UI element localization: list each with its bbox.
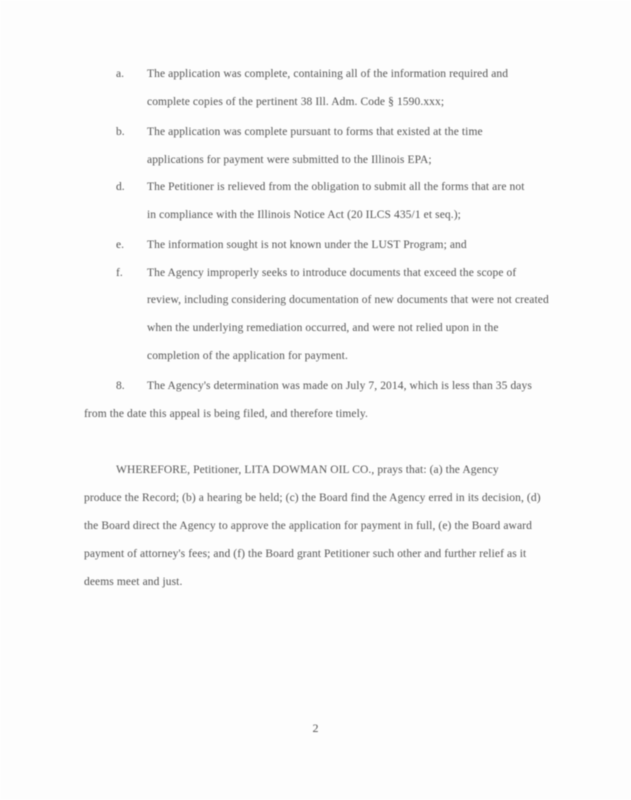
item-f-line-1: The Agency improperly seeks to introduce documents that exceed the scope of xyxy=(147,267,517,279)
paragraph-8-line-1: The Agency's determination was made on July 7, 2014, which is less than 35 days xyxy=(147,380,532,392)
wherefore-line-3: the Board direct the Agency to approve the application for payment in full, (e) the Board award xyxy=(84,520,532,532)
wherefore-line-5: deems meet and just. xyxy=(84,576,183,588)
item-f-line-4: completion of the application for payment. xyxy=(147,350,348,362)
item-e-line-1: The information sought is not known under the LUST Program; and xyxy=(147,239,467,251)
item-b-line-2: applications for payment were submitted to the Illinois EPA; xyxy=(147,154,432,166)
item-d-marker: d. xyxy=(116,181,125,193)
item-f-marker: f. xyxy=(116,267,123,279)
paragraph-8-marker: 8. xyxy=(116,380,125,392)
item-e-marker: e. xyxy=(116,239,124,251)
paragraph-8-line-2: from the date this appeal is being filed, and therefore timely. xyxy=(84,408,369,420)
item-b-marker: b. xyxy=(116,126,125,138)
item-d-line-1: The Petitioner is relieved from the obligation to submit all the forms that are not xyxy=(147,181,525,193)
item-a-marker: a. xyxy=(116,68,124,80)
item-d-line-2: in compliance with the Illinois Notice Act (20 ILCS 435/1 et seq.); xyxy=(147,209,461,221)
wherefore-line-2: produce the Record; (b) a hearing be held; (c) the Board find the Agency erred in its decision, (d) xyxy=(84,492,541,504)
page-number: 2 xyxy=(312,721,319,735)
item-f-line-3: when the underlying remediation occurred, and were not relied upon in the xyxy=(147,322,499,334)
item-a-line-2: complete copies of the pertinent 38 Ill. Adm. Code § 1590.xxx; xyxy=(147,96,445,108)
item-b-line-1: The application was complete pursuant to forms that existed at the time xyxy=(147,126,483,138)
wherefore-line-1: WHEREFORE, Petitioner, LITA DOWMAN OIL CO., prays that: (a) the Agency xyxy=(116,464,499,476)
item-a-line-1: The application was complete, containing all of the information required and xyxy=(147,68,509,80)
wherefore-line-4: payment of attorney's fees; and (f) the Board grant Petitioner such other and further relief as it xyxy=(84,548,527,560)
item-f-line-2: review, including considering documentation of new documents that were not created xyxy=(147,294,549,306)
